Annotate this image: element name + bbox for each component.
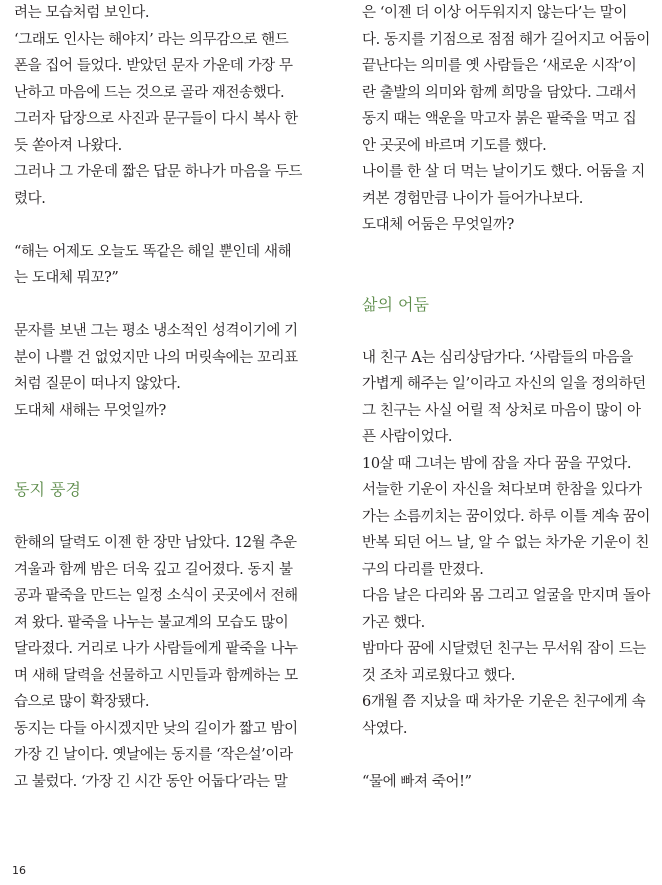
text-line: 가곤 했다.: [362, 614, 425, 631]
text-line: 려는 모습처럼 보인다.: [14, 5, 150, 21]
text-line: 구의 다리를 만졌다.: [362, 561, 484, 578]
text-line: ‘그래도 인사는 해야지’ 라는 의무감으로 핸드: [14, 31, 289, 48]
text-line: 켜본 경험만큼 나이가 들어가나보다.: [362, 190, 583, 207]
text-line: 한해의 달력도 이젠 한 장만 남았다. 12월 추운: [14, 535, 297, 551]
blank-line: [362, 318, 658, 345]
blank-line: [362, 265, 658, 292]
text-line: 다음 날은 다리와 몸 그리고 얼굴을 만지며 돌아: [362, 588, 650, 604]
text-line: 은 ‘이젠 더 이상 어두워지지 않는다’는 말이: [362, 5, 627, 21]
section-heading: 동지 풍경: [14, 480, 81, 499]
text-line: 렸다.: [14, 190, 46, 207]
text-line: 도대체 어둠은 무엇일까?: [362, 217, 514, 233]
text-line: “해는 어제도 오늘도 똑같은 해일 뿐인데 새해: [14, 243, 292, 260]
text-line: 고 불렀다. ‘가장 긴 시간 동안 어둡다’라는 말: [14, 773, 288, 790]
text-line: 란 출발의 의미와 함께 희망을 담았다. 그래서: [362, 84, 637, 101]
text-line: 그러나 그 가운데 짧은 답문 하나가 마음을 두드: [14, 164, 302, 180]
text-line: 문자를 보낸 그는 평소 냉소적인 성격이기에 기: [14, 323, 298, 339]
text-line: 픈 사람이었다.: [362, 429, 453, 445]
text-line: 폰을 집어 들었다. 받았던 문자 가운데 가장 무: [14, 58, 293, 74]
text-line: 달라졌다. 거리로 나가 사람들에게 팥죽을 나누: [14, 641, 298, 657]
blank-line: [14, 424, 310, 451]
text-line: 듯 쏟아져 나왔다.: [14, 137, 122, 154]
blank-line: [14, 212, 310, 239]
text-line: 그 친구는 사실 어릴 적 상처로 마음이 많이 아: [362, 402, 641, 419]
text-line: 겨울과 함께 밤은 더욱 깊고 길어졌다. 동지 불: [14, 561, 293, 578]
text-line: 져 왔다. 팥죽을 나누는 불교계의 모습도 많이: [14, 614, 289, 631]
blank-line: [14, 451, 310, 478]
text-line: 끝난다는 의미를 옛 사람들은 ‘새로운 시작’이: [362, 58, 637, 74]
text-line: 습으로 많이 확장됐다.: [14, 694, 150, 710]
text-line: 동지는 다들 아시겠지만 낮의 길이가 짧고 밤이: [14, 720, 298, 737]
left-column: [14, 0, 310, 795]
text-line: 분이 나쁠 건 없었지만 나의 머릿속에는 꼬리표: [14, 349, 298, 366]
section-heading: 삶의 어둠: [362, 294, 429, 314]
blank-line: [14, 504, 310, 531]
text-line: 처럼 질문이 떠나지 않았다.: [14, 376, 181, 392]
text-line: 공과 팥죽을 만드는 일정 소식이 곳곳에서 전해: [14, 588, 298, 604]
text-line: 안 곳곳에 바르며 기도를 했다.: [362, 137, 547, 154]
text-line: 10살 때 그녀는 밤에 잠을 자다 꿈을 꾸었다.: [362, 455, 632, 472]
blank-line: [362, 239, 658, 266]
text-line: 는 도대체 뭐꼬?”: [14, 270, 119, 286]
text-line: 나이를 한 살 더 먹는 날이기도 했다. 어둠을 지: [362, 164, 645, 180]
text-line: 삭였다.: [362, 720, 408, 737]
text-line: 그러자 답장으로 사진과 문구들이 다시 복사 한: [14, 111, 298, 127]
text-line: 가장 긴 날이다. 옛날에는 동지를 ‘작은설’이라: [14, 747, 293, 763]
page-number: 16: [12, 864, 26, 877]
text-line: 내 친구 A는 심리상담가다. ‘사람들의 마음을: [362, 349, 633, 366]
text-line: 가는 소름끼치는 꿈이었다. 하루 이틀 계속 꿈이: [362, 508, 650, 525]
text-line: 난하고 마음에 드는 것으로 골라 재전송했다.: [14, 84, 285, 101]
text-line: 도대체 새해는 무엇일까?: [14, 402, 166, 419]
right-column: [362, 0, 658, 795]
text-line: 밤마다 꿈에 시달렸던 친구는 무서워 잠이 드는: [362, 641, 646, 657]
text-line: 반복 되던 어느 날, 알 수 없는 차가운 기운이 친: [362, 535, 650, 551]
text-line: 것 조차 괴로웠다고 했다.: [362, 667, 515, 684]
blank-line: [362, 742, 658, 769]
text-line: 6개월 쯤 지났을 때 차가운 기운은 친구에게 속: [362, 694, 646, 710]
text-line: 가볍게 해주는 일’이라고 자신의 일을 정의하던: [362, 376, 646, 392]
text-line: 동지 때는 액운을 막고자 붉은 팥죽을 먹고 집: [362, 111, 637, 127]
blank-line: [14, 292, 310, 319]
text-line: 며 새해 달력을 선물하고 시민들과 함께하는 모: [14, 667, 298, 684]
text-line: “물에 빠져 죽어!”: [362, 773, 472, 790]
text-line: 서늘한 기운이 자신을 쳐다보며 한참을 있다가: [362, 482, 642, 498]
text-line: 다. 동지를 기점으로 점점 해가 길어지고 어둠이: [362, 31, 650, 48]
